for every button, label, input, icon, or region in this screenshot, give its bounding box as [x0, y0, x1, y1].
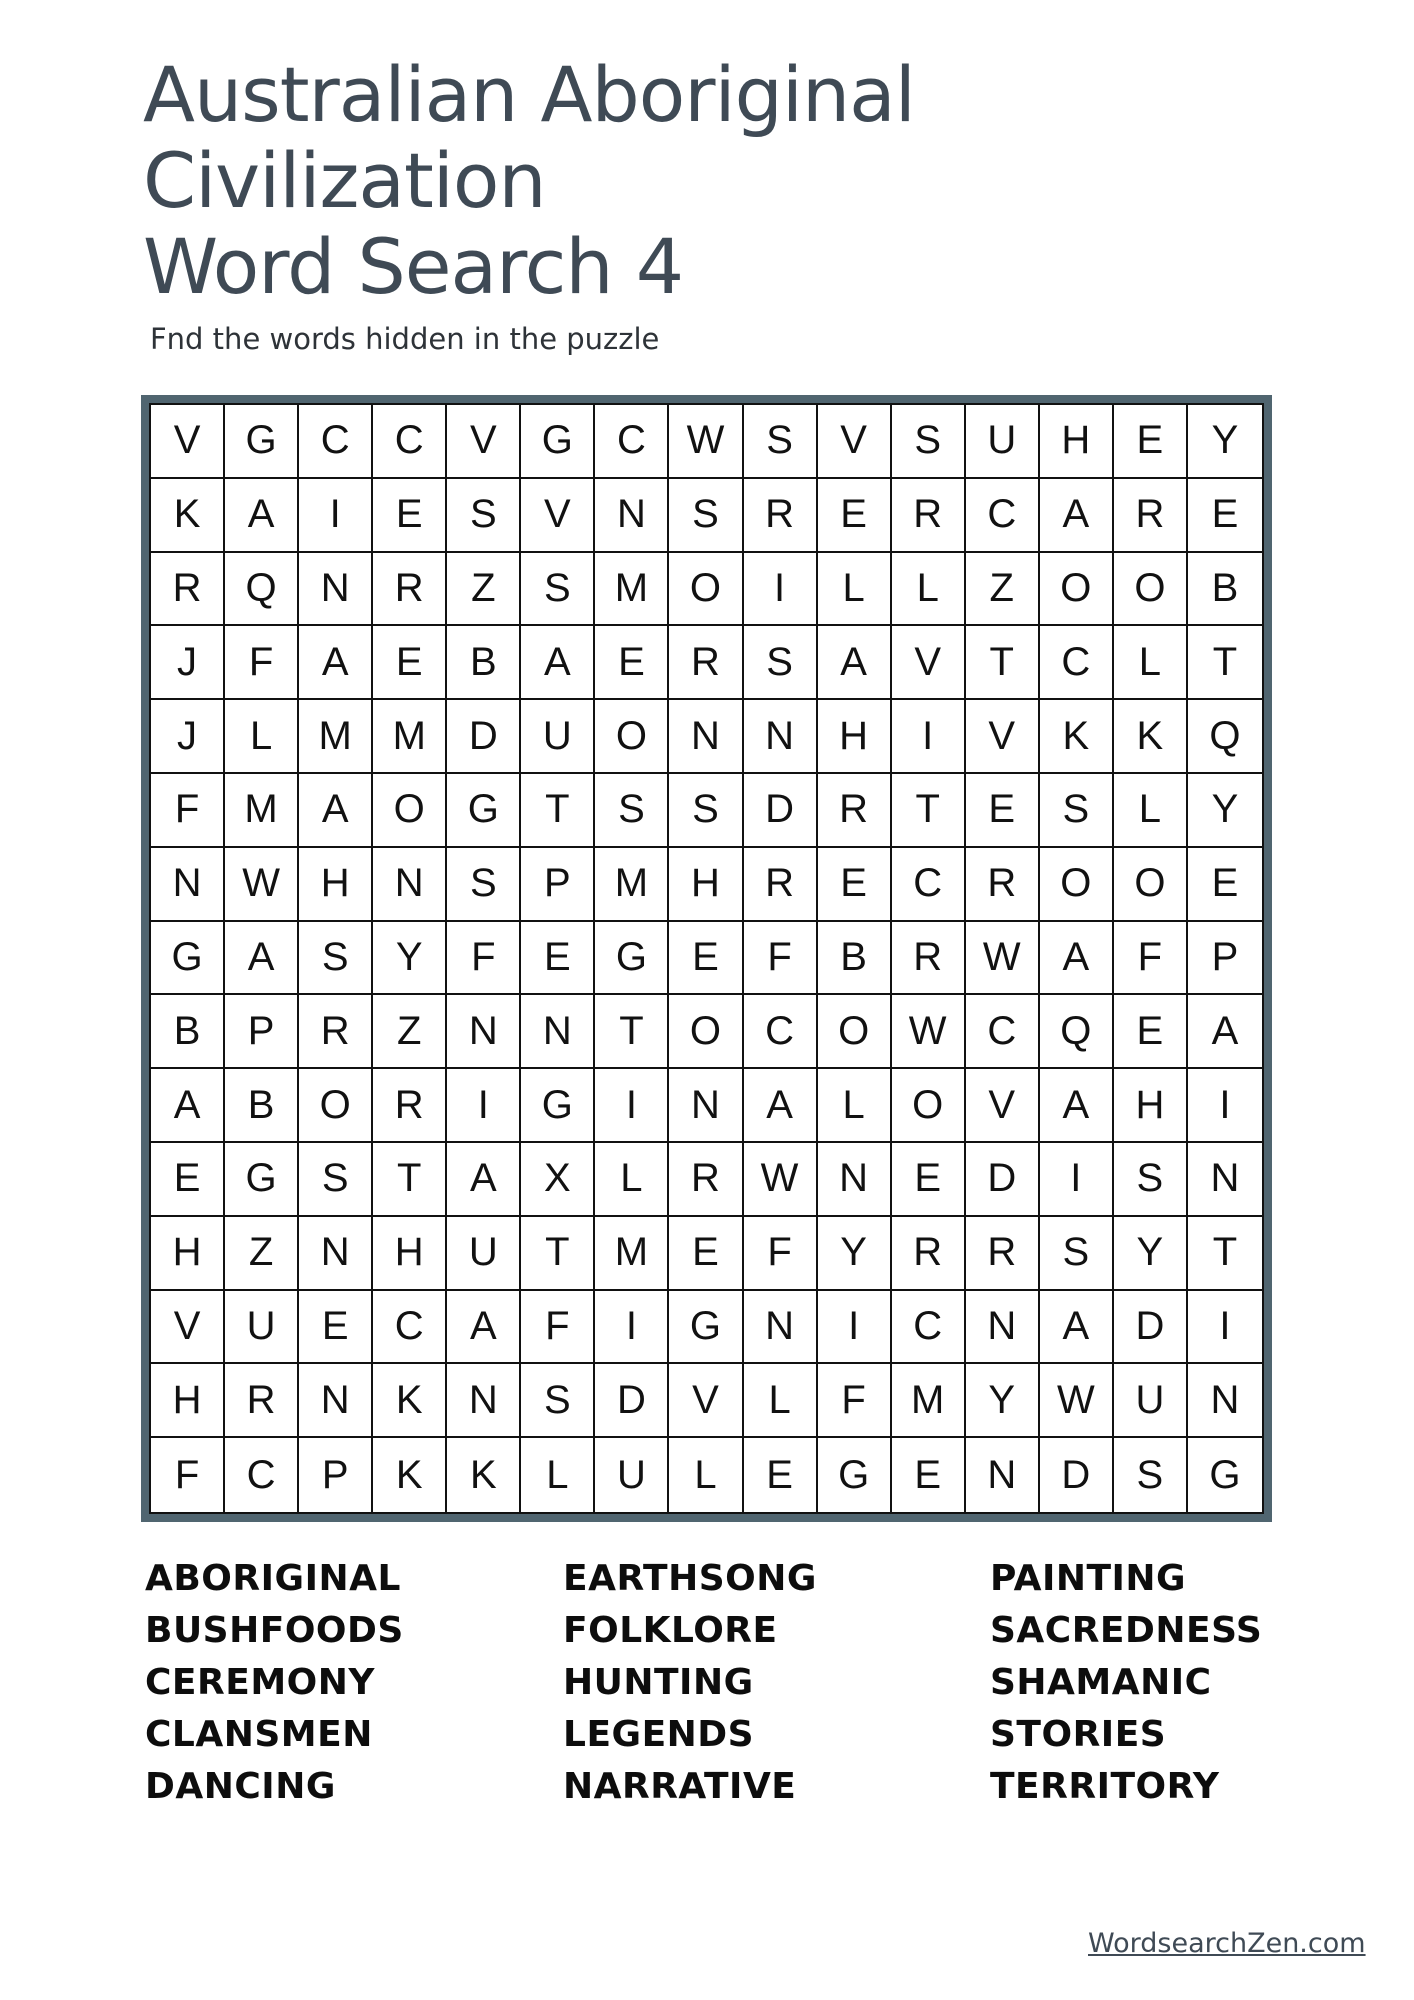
grid-cell: Z [966, 553, 1040, 627]
grid-cell: L [669, 1438, 743, 1512]
grid-cell: Q [1188, 700, 1262, 774]
grid-cell: H [151, 1217, 225, 1291]
word-item: HUNTING [563, 1662, 754, 1703]
grid-cell: Q [1040, 995, 1114, 1069]
grid-cell: N [151, 848, 225, 922]
grid-cell: R [966, 848, 1040, 922]
grid-cell: E [1188, 848, 1262, 922]
grid-cell: K [151, 479, 225, 553]
grid-cell: N [744, 700, 818, 774]
grid-cell: E [892, 1438, 966, 1512]
grid-cell: O [669, 553, 743, 627]
grid-cell: A [1040, 922, 1114, 996]
grid-cell: F [447, 922, 521, 996]
grid-cell: O [1040, 848, 1114, 922]
word-item: EARTHSONG [563, 1558, 817, 1599]
grid-cell: B [447, 626, 521, 700]
grid-cell: J [151, 626, 225, 700]
word-column-1 [145, 1553, 404, 1813]
grid-cell: S [1040, 1217, 1114, 1291]
grid-cell: G [521, 1069, 595, 1143]
grid-cell: V [447, 405, 521, 479]
grid-cell: K [1040, 700, 1114, 774]
grid-cell: G [1209, 1452, 1241, 1497]
grid-cell: H [151, 1364, 225, 1438]
grid-cell: O [669, 995, 743, 1069]
grid-cell: G [595, 922, 669, 996]
grid-cell: M [225, 774, 299, 848]
grid-cell: V [966, 1069, 1040, 1143]
grid-cell: U [966, 405, 1040, 479]
grid-cell: U [595, 1438, 669, 1512]
instructions: Fnd the words hidden in the puzzle [150, 322, 660, 356]
grid-cell: R [892, 479, 966, 553]
grid-cell: C [373, 405, 447, 479]
grid-cell: R [225, 1364, 299, 1438]
letter-grid [149, 403, 1264, 1514]
word-item: LEGENDS [563, 1714, 755, 1755]
grid-cell: T [1188, 626, 1262, 700]
grid-cell: P [299, 1438, 373, 1512]
grid-cell: A [818, 626, 892, 700]
grid-cell: P [225, 995, 299, 1069]
grid-cell: R [744, 479, 818, 553]
grid-cell: S [1040, 774, 1114, 848]
grid-cell: R [1114, 479, 1188, 553]
grid-cell: C [225, 1438, 299, 1512]
grid-cell: V [966, 700, 1040, 774]
grid-cell: E [1114, 405, 1188, 479]
grid-cell: G [225, 1143, 299, 1217]
grid-cell: R [892, 922, 966, 996]
grid-cell: B [225, 1069, 299, 1143]
grid-cell: S [447, 479, 521, 553]
word-column-3 [990, 1553, 1262, 1813]
grid-cell: M [595, 848, 669, 922]
grid-cell: S [1114, 1438, 1188, 1512]
grid-cell: F [151, 1438, 225, 1512]
grid-cell: C [892, 848, 966, 922]
grid-cell: K [373, 1438, 447, 1512]
grid-cell: I [892, 700, 966, 774]
word-item: STORIES [990, 1714, 1167, 1755]
grid-cell: A [151, 1069, 225, 1143]
grid-cell: H [669, 848, 743, 922]
grid-cell: C [966, 479, 1040, 553]
grid-cell: T [521, 774, 595, 848]
grid-cell: Q [225, 553, 299, 627]
grid-cell: N [669, 1069, 743, 1143]
grid-cell: D [1040, 1438, 1114, 1512]
grid-cell: G [818, 1438, 892, 1512]
word-column-2 [563, 1553, 817, 1813]
grid-cell: Y [373, 922, 447, 996]
grid-cell: N [299, 1364, 373, 1438]
grid-cell: C [744, 995, 818, 1069]
grid-cell: S [447, 848, 521, 922]
grid-cell: C [299, 405, 373, 479]
grid-cell: K [447, 1438, 521, 1512]
grid-cell: T [595, 995, 669, 1069]
grid-cell: A [225, 922, 299, 996]
title-line-3: Word Search 4 [143, 222, 684, 311]
grid-cell: A [299, 774, 373, 848]
grid-cell: E [373, 626, 447, 700]
grid-cell: V [151, 405, 225, 479]
grid-cell: T [521, 1217, 595, 1291]
grid-cell: E [892, 1143, 966, 1217]
grid-cell: N [818, 1143, 892, 1217]
grid-cell: M [595, 553, 669, 627]
grid-cell: K [373, 1364, 447, 1438]
grid-cell: L [818, 1069, 892, 1143]
grid-cell: A [299, 626, 373, 700]
word-item: NARRATIVE [563, 1766, 797, 1807]
grid-cell: U [447, 1217, 521, 1291]
grid-cell: A [447, 1291, 521, 1365]
grid-cell: U [1114, 1364, 1188, 1438]
grid-cell: P [521, 848, 595, 922]
grid-cell: O [1114, 848, 1188, 922]
grid-cell: R [373, 553, 447, 627]
grid-cell: C [1040, 626, 1114, 700]
grid-cell: D [966, 1143, 1040, 1217]
grid-cell: W [966, 922, 1040, 996]
title-line-1: Australian Aboriginal [143, 50, 915, 139]
grid-cell: H [1114, 1069, 1188, 1143]
grid-cell: T [1188, 1217, 1262, 1291]
grid-cell: G [669, 1291, 743, 1365]
grid-cell: P [1188, 922, 1262, 996]
grid-cell: J [151, 700, 225, 774]
page-title [143, 52, 915, 310]
grid-cell: M [373, 700, 447, 774]
grid-cell: E [299, 1291, 373, 1365]
grid-cell: N [1188, 1364, 1262, 1438]
grid-cell: F [151, 774, 225, 848]
grid-cell: B [151, 995, 225, 1069]
grid-cell: E [818, 848, 892, 922]
grid-cell: I [744, 553, 818, 627]
grid-cell: I [818, 1291, 892, 1365]
grid-cell: M [299, 700, 373, 774]
grid-cell: H [818, 700, 892, 774]
word-item: ABORIGINAL [145, 1558, 401, 1599]
grid-cell: A [744, 1069, 818, 1143]
grid-cell: S [595, 774, 669, 848]
word-item: CEREMONY [145, 1662, 375, 1703]
grid-cell: I [299, 479, 373, 553]
grid-cell: U [521, 700, 595, 774]
grid-cell: V [151, 1291, 225, 1365]
grid-cell: S [669, 774, 743, 848]
word-item: BUSHFOODS [145, 1610, 404, 1651]
grid-cell: T [892, 774, 966, 848]
grid-cell: T [966, 626, 1040, 700]
grid-cell: E [818, 479, 892, 553]
grid-cell: O [1040, 553, 1114, 627]
grid-cell: G [447, 774, 521, 848]
grid-cell: E [1114, 995, 1188, 1069]
grid-cell: E [373, 479, 447, 553]
grid-cell: W [225, 848, 299, 922]
grid-cell: R [669, 626, 743, 700]
grid-cell: W [892, 995, 966, 1069]
grid-cell: C [966, 995, 1040, 1069]
grid-cell: C [595, 405, 669, 479]
grid-cell: I [1188, 1069, 1262, 1143]
grid-cell: E [744, 1438, 818, 1512]
grid-cell: S [521, 1364, 595, 1438]
grid-cell: E [669, 922, 743, 996]
grid-cell: N [521, 995, 595, 1069]
grid-cell: E [1188, 479, 1262, 553]
grid-cell: Y [1114, 1217, 1188, 1291]
word-item: SHAMANIC [990, 1662, 1212, 1703]
grid-cell: Y [1188, 405, 1262, 479]
grid-cell: G [521, 405, 595, 479]
word-item: DANCING [145, 1766, 336, 1807]
grid-cell: I [447, 1069, 521, 1143]
grid-cell: R [744, 848, 818, 922]
grid-cell: R [966, 1217, 1040, 1291]
grid-cell: L [1114, 774, 1188, 848]
grid-cell: D [744, 774, 818, 848]
grid-cell: L [595, 1143, 669, 1217]
site-link[interactable]: WordsearchZen.com [1088, 1928, 1366, 1959]
grid-cell: N [669, 700, 743, 774]
grid-cell: V [521, 479, 595, 553]
grid-cell: A [1040, 479, 1114, 553]
grid-cell: S [892, 405, 966, 479]
grid-cell: S [1114, 1143, 1188, 1217]
grid-cell: A [1188, 995, 1262, 1069]
grid-cell: F [1114, 922, 1188, 996]
grid-cell: M [892, 1364, 966, 1438]
grid-cell: G [151, 922, 225, 996]
grid-cell: Z [373, 995, 447, 1069]
grid-cell: F [744, 1217, 818, 1291]
grid-cell: O [892, 1069, 966, 1143]
grid-cell: A [521, 626, 595, 700]
grid-cell: D [595, 1364, 669, 1438]
grid-cell: T [373, 1143, 447, 1217]
grid-cell: H [299, 848, 373, 922]
grid-cell: N [373, 848, 447, 922]
grid-cell: N [299, 1217, 373, 1291]
grid-cell: O [595, 700, 669, 774]
grid-cell: F [818, 1364, 892, 1438]
grid-cell: I [595, 1291, 669, 1365]
grid-cell: D [1114, 1291, 1188, 1365]
word-item: CLANSMEN [145, 1714, 373, 1755]
grid-cell: N [1188, 1143, 1262, 1217]
grid-cell: L [818, 553, 892, 627]
grid-cell: N [447, 995, 521, 1069]
grid-cell: B [818, 922, 892, 996]
grid-cell: I [595, 1069, 669, 1143]
grid-cell: V [669, 1364, 743, 1438]
grid-cell: B [1188, 553, 1262, 627]
title-line-2: Civilization [143, 136, 546, 225]
grid-cell: Y [1188, 774, 1262, 848]
grid-cell: O [1114, 553, 1188, 627]
grid-cell: E [521, 922, 595, 996]
grid-cell: O [373, 774, 447, 848]
grid-cell: S [669, 479, 743, 553]
grid-cell: S [744, 626, 818, 700]
grid-cell: X [521, 1143, 595, 1217]
word-item: TERRITORY [990, 1766, 1220, 1807]
grid-cell: W [669, 405, 743, 479]
grid-cell: O [299, 1069, 373, 1143]
word-item: PAINTING [990, 1558, 1187, 1599]
grid-cell: E [595, 626, 669, 700]
grid-cell: W [744, 1143, 818, 1217]
grid-cell: W [1040, 1364, 1114, 1438]
grid-cell: E [966, 774, 1040, 848]
grid-cell: I [1040, 1143, 1114, 1217]
grid-cell: Z [447, 553, 521, 627]
grid-cell: R [373, 1069, 447, 1143]
grid-cell: L [521, 1438, 595, 1512]
grid-cell: F [744, 922, 818, 996]
grid-cell: N [966, 1438, 1040, 1512]
grid-cell: R [669, 1143, 743, 1217]
grid-cell: N [299, 553, 373, 627]
grid-cell: V [892, 626, 966, 700]
grid-cell: S [521, 553, 595, 627]
grid-cell: V [818, 405, 892, 479]
grid-cell: A [1040, 1069, 1114, 1143]
grid-cell: F [521, 1291, 595, 1365]
grid-cell: R [818, 774, 892, 848]
grid-cell: O [818, 995, 892, 1069]
grid-cell: C [373, 1291, 447, 1365]
grid-cell: Z [225, 1217, 299, 1291]
grid-cell: M [595, 1217, 669, 1291]
grid-cell: R [151, 553, 225, 627]
grid-cell: R [299, 995, 373, 1069]
grid-cell: S [299, 1143, 373, 1217]
grid-cell: Y [818, 1217, 892, 1291]
grid-cell: L [1114, 626, 1188, 700]
grid-cell: N [595, 479, 669, 553]
grid-cell: D [447, 700, 521, 774]
grid-cell: A [225, 479, 299, 553]
puzzle-frame [141, 395, 1272, 1522]
grid-cell: L [225, 700, 299, 774]
grid-cell: Y [966, 1364, 1040, 1438]
grid-cell: K [1114, 700, 1188, 774]
grid-cell: A [447, 1143, 521, 1217]
grid-cell: C [892, 1291, 966, 1365]
grid-cell: R [892, 1217, 966, 1291]
grid-cell: A [1040, 1291, 1114, 1365]
grid-cell: H [1040, 405, 1114, 479]
grid-cell: L [892, 553, 966, 627]
grid-cell: S [744, 405, 818, 479]
grid-cell: N [447, 1364, 521, 1438]
grid-cell: F [225, 626, 299, 700]
grid-cell: N [744, 1291, 818, 1365]
grid-cell: H [373, 1217, 447, 1291]
grid-cell: E [151, 1143, 225, 1217]
grid-cell: N [966, 1291, 1040, 1365]
grid-cell: I [1188, 1291, 1262, 1365]
word-item: SACREDNESS [990, 1610, 1263, 1651]
grid-cell: U [225, 1291, 299, 1365]
grid-cell: L [744, 1364, 818, 1438]
grid-cell: G [225, 405, 299, 479]
grid-cell: S [299, 922, 373, 996]
grid-cell: E [669, 1217, 743, 1291]
word-item: FOLKLORE [563, 1610, 778, 1651]
